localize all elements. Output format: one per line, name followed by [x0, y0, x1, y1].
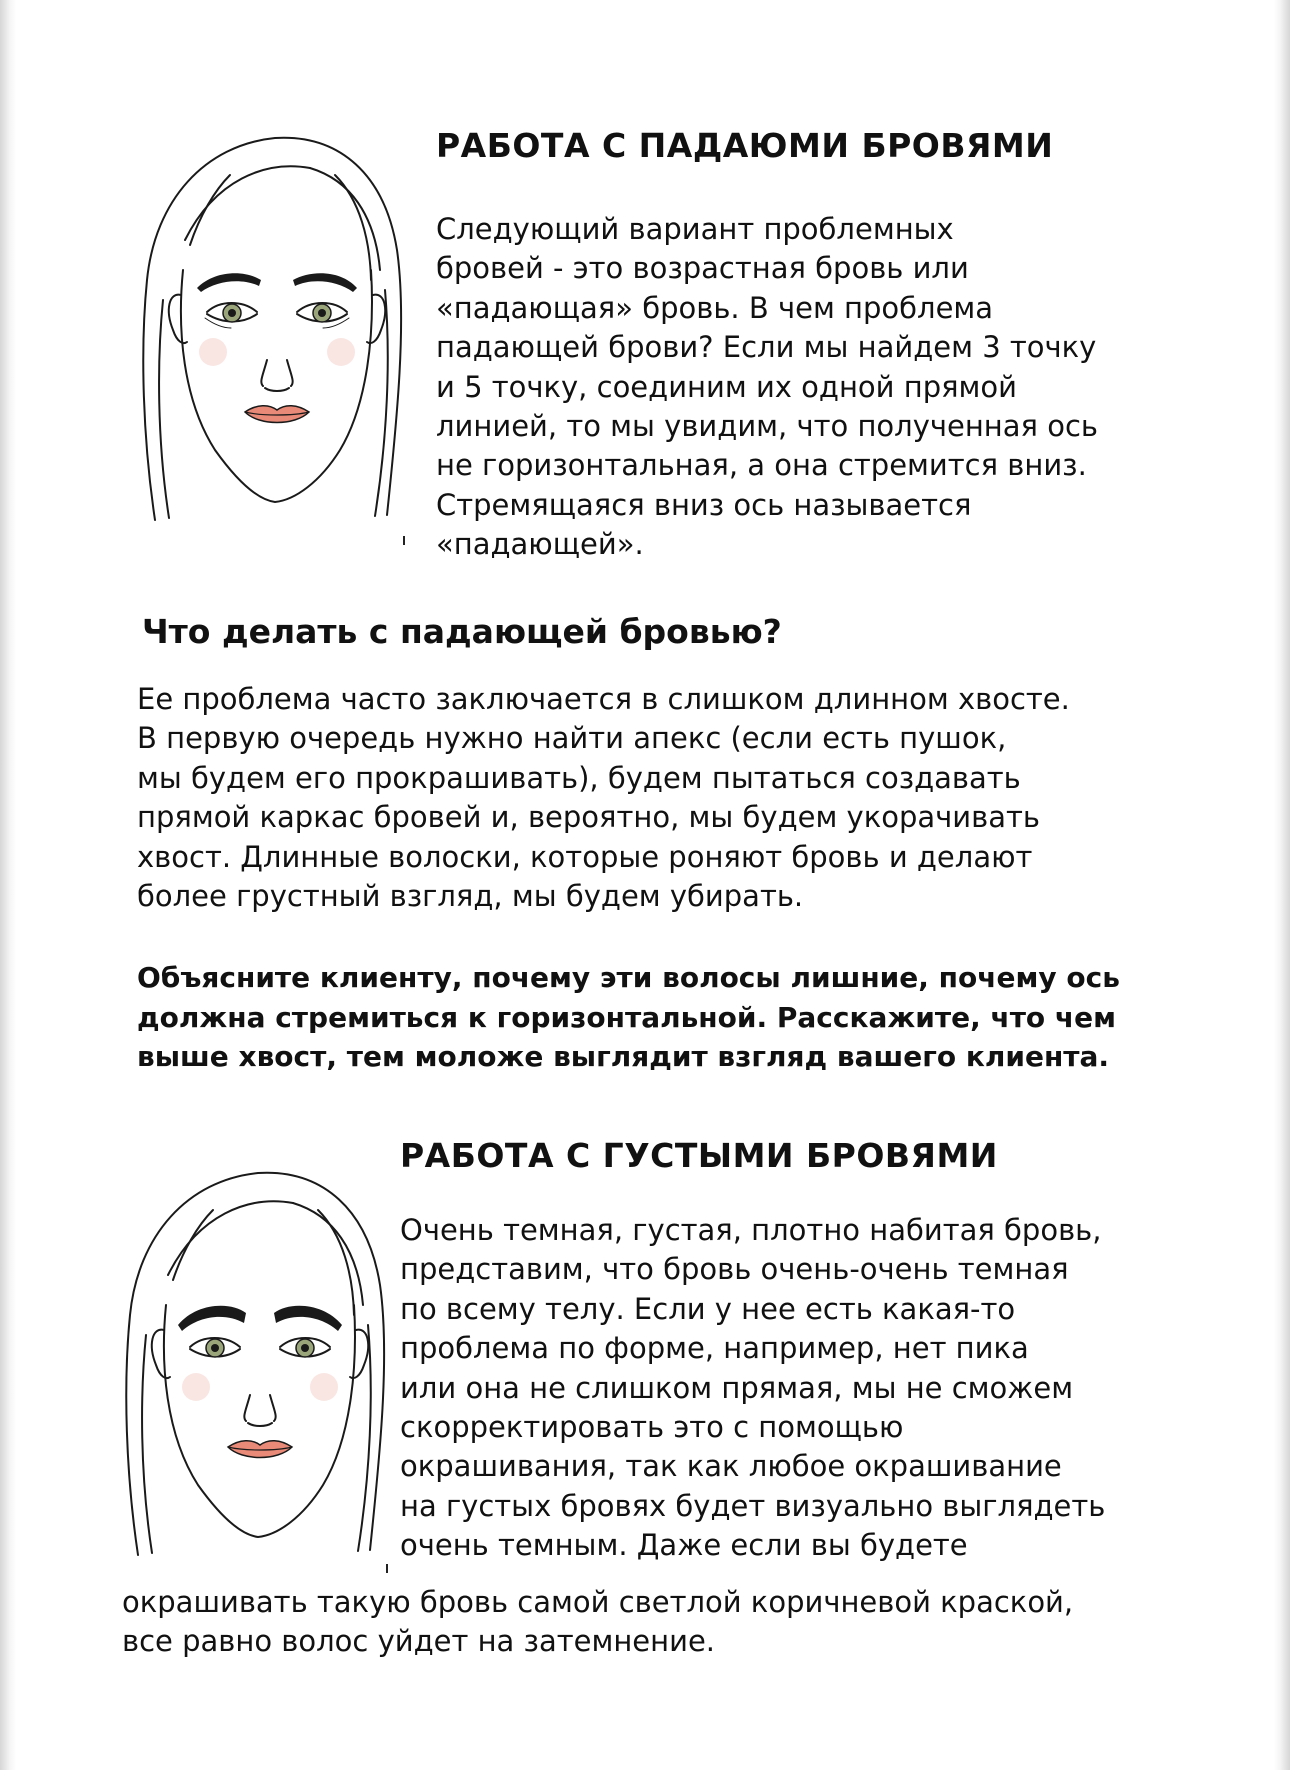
paragraph-falling-brow-solution: Ее проблема часто заключается в слишком длинном хвосте. В первую очередь нужно найти апекс (если есть пушок, мы будем его прокрашивать), будем пытаться создавать прямой каркас бровей и, вероятно, мы будем укорачивать хвост. Длинные волоски, которые роняют бровь и делают более грустный взгляд, мы будем убирать. — [137, 682, 1070, 914]
section-text-thick-brows: Очень темная, густая, плотно набитая бровь, представим, что бровь очень-очень темная по всему телу. Если у нее есть какая-то проблема по форме, например, нет пика или она не слишком прямая, мы не сможем скорректировать это с помощью окрашивания, так как любое окрашивание на густых бровях будет визуально выглядеть очень темным. Даже если вы будете — [400, 1213, 1106, 1563]
page-right-edge — [1274, 0, 1290, 1770]
section-title-thick-brows: РАБОТА С ГУСТЫМИ БРОВЯМИ — [400, 1136, 998, 1175]
face-illustration-icon — [135, 120, 415, 540]
section-title-falling-brows: РАБОТА С ПАДАЮМИ БРОВЯМИ — [436, 126, 1054, 165]
subheading-what-to-do: Что делать с падающей бровью? — [142, 612, 782, 651]
mark-dot — [386, 1564, 388, 1573]
section-text-thick-brows-continued: окрашивать такую бровь самой светлой коричневой краской, все равно волос уйдет на затемнение. — [122, 1585, 1074, 1659]
page-left-edge — [0, 0, 16, 1770]
bold-paragraph-explain-client: Объясните клиенту, почему эти волосы лишние, почему ось должна стремиться к горизонтальной. Расскажите, что чем выше хвост, тем моложе выглядит взгляд вашего клиента. — [137, 961, 1120, 1073]
section-text-falling-brows: Следующий вариант проблемных бровей - это возрастная бровь или «падающая» бровь. В чем проблема падающей брови? Если мы найдем 3 точку и 5 точку, соединим их одной прямой линией, то мы увидим, что полученная ось не горизонтальная, а она стремится вниз. Стремящаяся вниз ось называется «падающей». — [436, 212, 1098, 562]
mark-dot — [403, 536, 405, 545]
face-illustration-icon — [118, 1155, 398, 1575]
